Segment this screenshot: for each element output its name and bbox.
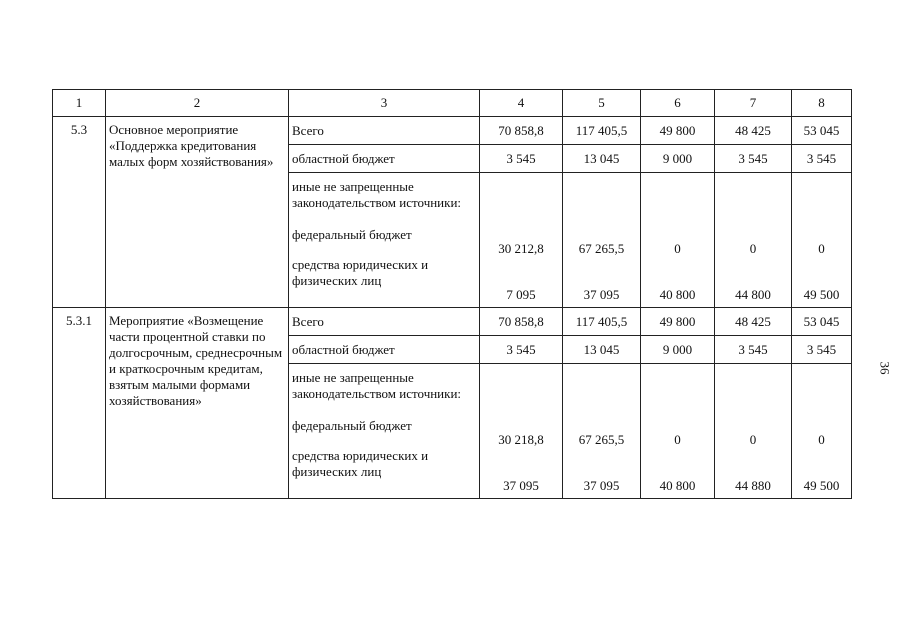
legal-entities-label: средства юридических и физических лиц: [292, 257, 429, 288]
value-cell: 53 045: [792, 308, 852, 336]
federal-budget-label: федеральный бюджет: [292, 418, 412, 433]
value-cell: 3 545: [792, 145, 852, 173]
header-cell: 3: [289, 90, 480, 117]
federal-value: 30 218,8: [498, 432, 544, 447]
legal-entities-value: 37 095: [583, 287, 620, 302]
federal-budget-label: федеральный бюджет: [292, 227, 412, 242]
legal-entities-value: 37 095: [503, 478, 539, 493]
legal-entities-value: 40 800: [659, 287, 696, 302]
value-cell: [792, 173, 852, 308]
other-sources-label: иные не запрещенные законодательством источники:: [292, 179, 462, 210]
federal-value: 0: [674, 241, 681, 256]
value-cell: 117 405,5: [563, 117, 641, 145]
legal-entities-value: 7 095: [506, 287, 536, 302]
legal-entities-value: 49 500: [803, 478, 840, 493]
table-row: [53, 117, 852, 145]
federal-value: 67 265,5: [578, 432, 625, 447]
legal-entities-value: 44 880: [735, 478, 771, 493]
federal-value: 0: [749, 241, 757, 256]
federal-value: 0: [818, 241, 825, 256]
value-cell: 3 545: [715, 145, 792, 173]
item-number: 5.3: [53, 117, 106, 308]
value-cell: [563, 173, 641, 308]
source-label: Всего: [289, 308, 480, 336]
header-cell: 2: [106, 90, 289, 117]
source-label: областной бюджет: [289, 145, 480, 173]
header-cell: 6: [641, 90, 715, 117]
value-cell: 49 800: [641, 308, 715, 336]
legal-entities-value: 40 800: [659, 478, 696, 493]
item-title: Мероприятие «Возмещение части процентной ставки по долгосрочным, среднесрочным и краткосрочным кредитам, взятым малыми формами хозяйствования»: [106, 308, 289, 499]
value-cell: 48 425: [715, 117, 792, 145]
header-cell: 5: [563, 90, 641, 117]
value-cell: 9 000: [641, 336, 715, 364]
header-cell: 1: [53, 90, 106, 117]
value-cell: [480, 173, 563, 308]
federal-value: 67 265,5: [578, 241, 625, 256]
item-title: Основное мероприятие «Поддержка кредитования малых форм хозяйствования»: [106, 117, 289, 308]
legal-entities-value: 44 800: [735, 287, 771, 302]
value-cell: [715, 364, 792, 499]
header-cell: 8: [792, 90, 852, 117]
value-cell: [641, 173, 715, 308]
value-cell: [792, 364, 852, 499]
budget-table: [52, 89, 852, 499]
value-cell: 9 000: [641, 145, 715, 173]
federal-value: 0: [674, 432, 681, 447]
value-cell: 53 045: [792, 117, 852, 145]
value-cell: 70 858,8: [480, 308, 563, 336]
value-cell: 3 545: [480, 145, 563, 173]
page-number: 36: [877, 361, 893, 375]
header-cell: 7: [715, 90, 792, 117]
source-group: [289, 364, 480, 499]
header-row: [53, 90, 852, 117]
value-cell: [563, 364, 641, 499]
header-cell: 4: [480, 90, 563, 117]
federal-value: 0: [749, 432, 757, 447]
value-cell: [715, 173, 792, 308]
legal-entities-label: средства юридических и физических лиц: [292, 448, 429, 479]
value-cell: 3 545: [480, 336, 563, 364]
value-cell: 70 858,8: [480, 117, 563, 145]
legal-entities-value: 49 500: [803, 287, 840, 302]
value-cell: 3 545: [792, 336, 852, 364]
federal-value: 30 212,8: [498, 241, 544, 256]
table-row: [53, 308, 852, 336]
item-number: 5.3.1: [53, 308, 106, 499]
value-cell: 13 045: [563, 336, 641, 364]
value-cell: [641, 364, 715, 499]
other-sources-label: иные не запрещенные законодательством источники:: [292, 370, 462, 401]
value-cell: 3 545: [715, 336, 792, 364]
value-cell: 49 800: [641, 117, 715, 145]
value-cell: 117 405,5: [563, 308, 641, 336]
source-label: областной бюджет: [289, 336, 480, 364]
federal-value: 0: [818, 432, 825, 447]
value-cell: [480, 364, 563, 499]
legal-entities-value: 37 095: [583, 478, 620, 493]
source-group: [289, 173, 480, 308]
value-cell: 48 425: [715, 308, 792, 336]
source-label: Всего: [289, 117, 480, 145]
value-cell: 13 045: [563, 145, 641, 173]
